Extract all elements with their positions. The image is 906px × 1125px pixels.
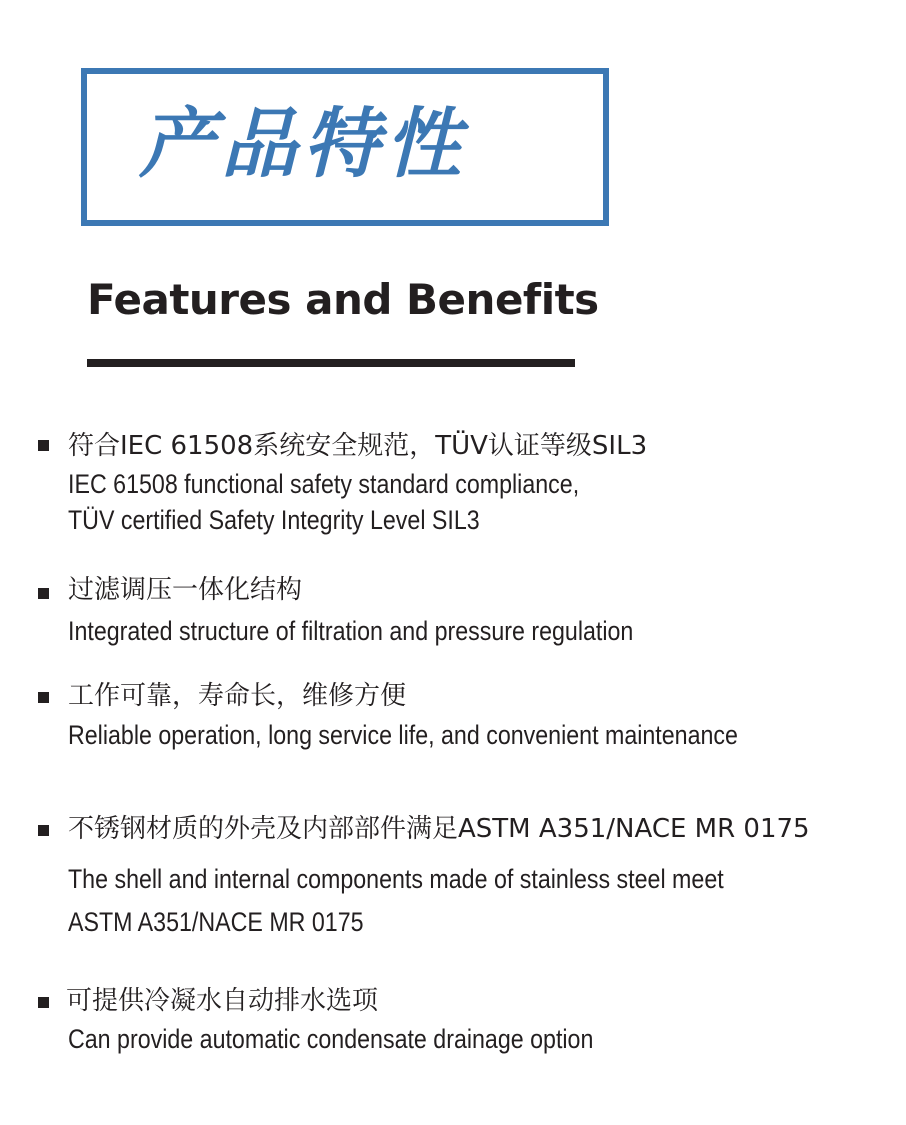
feature-text-en: IEC 61508 functional safety standard compliance, <box>68 469 580 499</box>
feature-text-cn: 可提供冷凝水自动排水选项 <box>66 986 379 1016</box>
feature-text-cn: 过滤调压一体化结构 <box>68 575 303 605</box>
feature-text-en: Integrated structure of filtration and pressure regulation <box>68 616 634 646</box>
feature-text-en: The shell and internal components made of stainless steel meet <box>68 864 724 894</box>
square-bullet-icon <box>38 588 49 599</box>
feature-text-cn: 不锈钢材质的外壳及内部部件满足ASTM A351/NACE MR 0175 <box>68 814 810 844</box>
feature-text-en: Can provide automatic condensate drainage option <box>68 1024 594 1054</box>
heading-underline <box>87 359 575 367</box>
square-bullet-icon <box>38 440 49 451</box>
title-frame <box>81 68 609 226</box>
feature-text-cn: 符合IEC 61508系统安全规范，TÜV认证等级SIL3 <box>68 431 648 461</box>
title-chinese: 产品特性 <box>139 99 467 188</box>
square-bullet-icon <box>38 825 49 836</box>
page-heading: Features and Benefits <box>87 275 599 324</box>
feature-text-en: Reliable operation, long service life, and convenient maintenance <box>68 720 738 750</box>
feature-text-en: TÜV certified Safety Integrity Level SIL3 <box>68 505 480 535</box>
square-bullet-icon <box>38 692 49 703</box>
feature-text-en: ASTM A351/NACE MR 0175 <box>68 907 364 937</box>
square-bullet-icon <box>38 997 49 1008</box>
feature-text-cn: 工作可靠，寿命长，维修方便 <box>68 681 407 711</box>
